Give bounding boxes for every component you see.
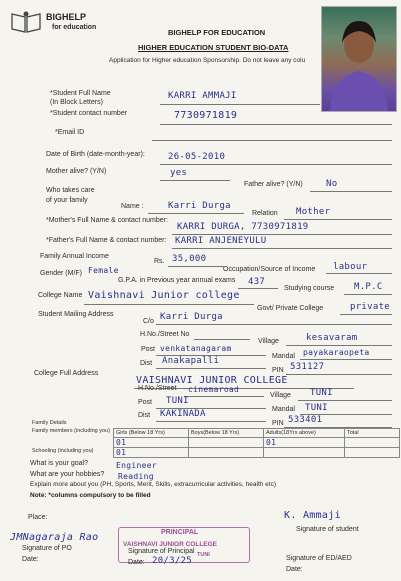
income-line [168, 266, 224, 267]
schooling-adults-cell [264, 448, 345, 458]
mandal-line [300, 359, 392, 360]
hno-line [194, 339, 250, 340]
c-post-value: TUNI [166, 396, 189, 406]
hobbies-value: Reading [118, 472, 154, 481]
care-name-line [148, 213, 244, 214]
gpa-label: G.P.A. in Previous year annual exams [118, 277, 236, 284]
c-mandal-label: Mandal [272, 406, 295, 413]
bighelp-logo-icon [10, 10, 42, 34]
name-line [160, 104, 320, 105]
mother-alive-label: Mother alive? (Y/N) [46, 168, 107, 175]
form-title: HIGHER EDUCATION STUDENT BIO-DATA [138, 43, 289, 52]
family-table [113, 428, 400, 458]
mother-alive-line [160, 180, 230, 181]
c-post-label: Post [138, 399, 153, 406]
gender-label: Gender (M/F) [40, 270, 83, 277]
c-dist-line [156, 421, 266, 422]
family-members-label: Family members (including you) [32, 428, 110, 434]
father-label: *Father's Full Name & contact number: [46, 237, 167, 244]
compulsory-note: Note: *columns compulsory to be filled [30, 492, 151, 499]
college-line [84, 304, 254, 305]
principal-date-label: Date: [128, 559, 145, 566]
c-hno-label: H.No./Street [138, 385, 177, 392]
name-value: KARRI AMMAJI [168, 91, 237, 101]
mother-label: *Mother's Full Name & contact number: [46, 217, 168, 224]
stamp-city: TUNI [197, 552, 210, 558]
sign-principal-label: Signature of Principal [128, 548, 195, 555]
mandal-value: payakaraopeta [303, 348, 370, 357]
mother-line [172, 234, 392, 235]
org-title: BIGHELP FOR EDUCATION [168, 28, 266, 37]
village-label: Village [258, 338, 279, 345]
c-village-value: TUNI [310, 388, 333, 398]
name-label-sub: (In Block Letters) [50, 99, 103, 106]
college-type-line [340, 314, 392, 315]
name-label: *Student Full Name [50, 90, 111, 97]
mother-value: KARRI DURGA, 7730971819 [177, 222, 309, 232]
income-value: 35,000 [172, 254, 207, 264]
father-alive-value: No [326, 179, 338, 189]
members-adults-cell: 01 [264, 438, 345, 448]
logo-subtext: for education [52, 24, 97, 31]
student-signature: K. Ammaji [284, 510, 341, 521]
father-alive-label: Father alive? (Y/N) [244, 181, 303, 188]
co-line [156, 324, 392, 325]
income-rs-label: Rs. [154, 258, 165, 265]
dist-line [156, 368, 266, 369]
care-name-label: Name : [121, 203, 144, 210]
c-dist-label: Dist [138, 412, 151, 419]
hno-label: H.No./Street No [140, 331, 190, 338]
relation-line [284, 219, 392, 220]
table-row [114, 448, 400, 458]
c-mandal-value: TUNI [305, 403, 328, 413]
explain-label: Explain more about you (PH, Sports, Merit, Skills, extracurricular activities, health etc) [30, 481, 277, 488]
c-hno-line [184, 396, 264, 397]
c-village-line [298, 400, 392, 401]
contact-label: *Student contact number [50, 110, 128, 117]
contact-line [160, 124, 392, 125]
col-total: Total [345, 429, 400, 438]
student-photo [321, 6, 397, 112]
contact-value: 7730971819 [174, 110, 238, 121]
ed-date-label: Date: [286, 566, 303, 573]
goal-value: Engineer [116, 461, 157, 470]
mailing-label: Student Mailing Address [38, 311, 114, 318]
stamp-title: PRINCIPAL [161, 529, 199, 536]
pin-label: PIN [272, 367, 284, 374]
pin-value: 531127 [290, 362, 325, 372]
schooling-boys-cell [189, 448, 264, 458]
occupation-line [326, 273, 392, 274]
relation-label: Relation [252, 210, 278, 217]
mandal-label: Mandal [272, 353, 295, 360]
dist-value: Anakapalli [162, 356, 220, 366]
members-girls-cell: 01 [114, 438, 189, 448]
col-adults: Adults(18Yrs above) [264, 429, 345, 438]
course-line [344, 294, 392, 295]
post-label: Post [141, 346, 156, 353]
principal-date-value: 20/3/25 [152, 556, 193, 566]
sign-po-label: Signature of PO [22, 545, 72, 552]
care-label: Who takes care [46, 187, 95, 194]
c-pin-value: 533401 [288, 415, 323, 425]
col-girls: Girls (Below 18 Yrs) [114, 429, 189, 438]
college-value: Vaishnavi Junior college [88, 290, 240, 301]
instruction-text: Application for Higher education Sponsorship. Do not leave any colu [109, 57, 306, 64]
gpa-line [238, 288, 278, 289]
hobbies-label: What are your hobbies? [30, 471, 105, 478]
gpa-value: 437 [248, 277, 266, 287]
care-label-2: of your family [46, 197, 88, 204]
college-type-value: private [350, 302, 391, 312]
college-label: College Name [38, 292, 83, 299]
schooling-girls-cell: 01 [114, 448, 189, 458]
po-date-label: Date: [22, 556, 39, 563]
members-boys-cell [189, 438, 264, 448]
occupation-label: Occupation/Source of Income [223, 266, 316, 273]
c-village-label: Village [270, 392, 291, 399]
pin-line [286, 374, 392, 375]
college-type-label: Govt/ Private College [257, 305, 324, 312]
co-label: C/o [143, 318, 154, 325]
course-label: Studying course [284, 285, 335, 292]
members-total-cell [345, 438, 400, 448]
father-line [172, 248, 392, 249]
sign-student-label: Signature of student [296, 526, 359, 533]
care-name-value: Karri Durga [168, 201, 231, 211]
po-signature: JMNagaraja Rao [10, 532, 99, 543]
village-line [286, 345, 392, 346]
dob-label: Date of Birth (date-month-year): [46, 151, 145, 158]
dob-value: 26-05-2010 [168, 152, 226, 162]
occupation-value: labour [333, 262, 368, 272]
email-line [152, 140, 392, 141]
gender-value: Female [88, 266, 119, 275]
college-address-label: College Full Address [34, 370, 99, 377]
co-value: Karri Durga [160, 312, 223, 322]
family-details-label: Family Details [32, 420, 67, 426]
father-value: KARRI ANJENEYULU [175, 236, 267, 246]
c-dist-value: KAKINADA [160, 409, 206, 419]
logo-text: BIGHELP [46, 12, 87, 22]
table-row [114, 438, 400, 448]
post-value: venkatanagaram [160, 344, 232, 353]
relation-value: Mother [296, 207, 331, 217]
mother-alive-value: yes [170, 168, 188, 178]
col-boys: Boys(Below 18 Yrs) [189, 429, 264, 438]
place-label: Place: [28, 514, 48, 521]
stamp-body: VAISHNAVI JUNIOR COLLEGE [123, 541, 218, 548]
village-value: kesavaram [306, 333, 358, 343]
course-value: M.P.C [354, 282, 383, 292]
schooling-total-cell [345, 448, 400, 458]
c-hno-value: cinemaroad [188, 385, 240, 394]
email-label: *Email ID [55, 129, 85, 136]
college-address-value: VAISHNAVI JUNIOR COLLEGE [136, 375, 288, 386]
goal-label: What is your goal? [30, 460, 88, 467]
sign-ed-label: Signature of ED/AED [286, 555, 352, 562]
father-alive-line [310, 191, 392, 192]
family-table-header [114, 429, 400, 438]
dob-line [160, 164, 392, 165]
dist-label: Dist [140, 360, 153, 367]
family-schooling-label: Schooling (including you) [32, 448, 94, 454]
c-pin-label: PIN [272, 420, 284, 427]
income-label: Family Annual Income [40, 253, 109, 260]
